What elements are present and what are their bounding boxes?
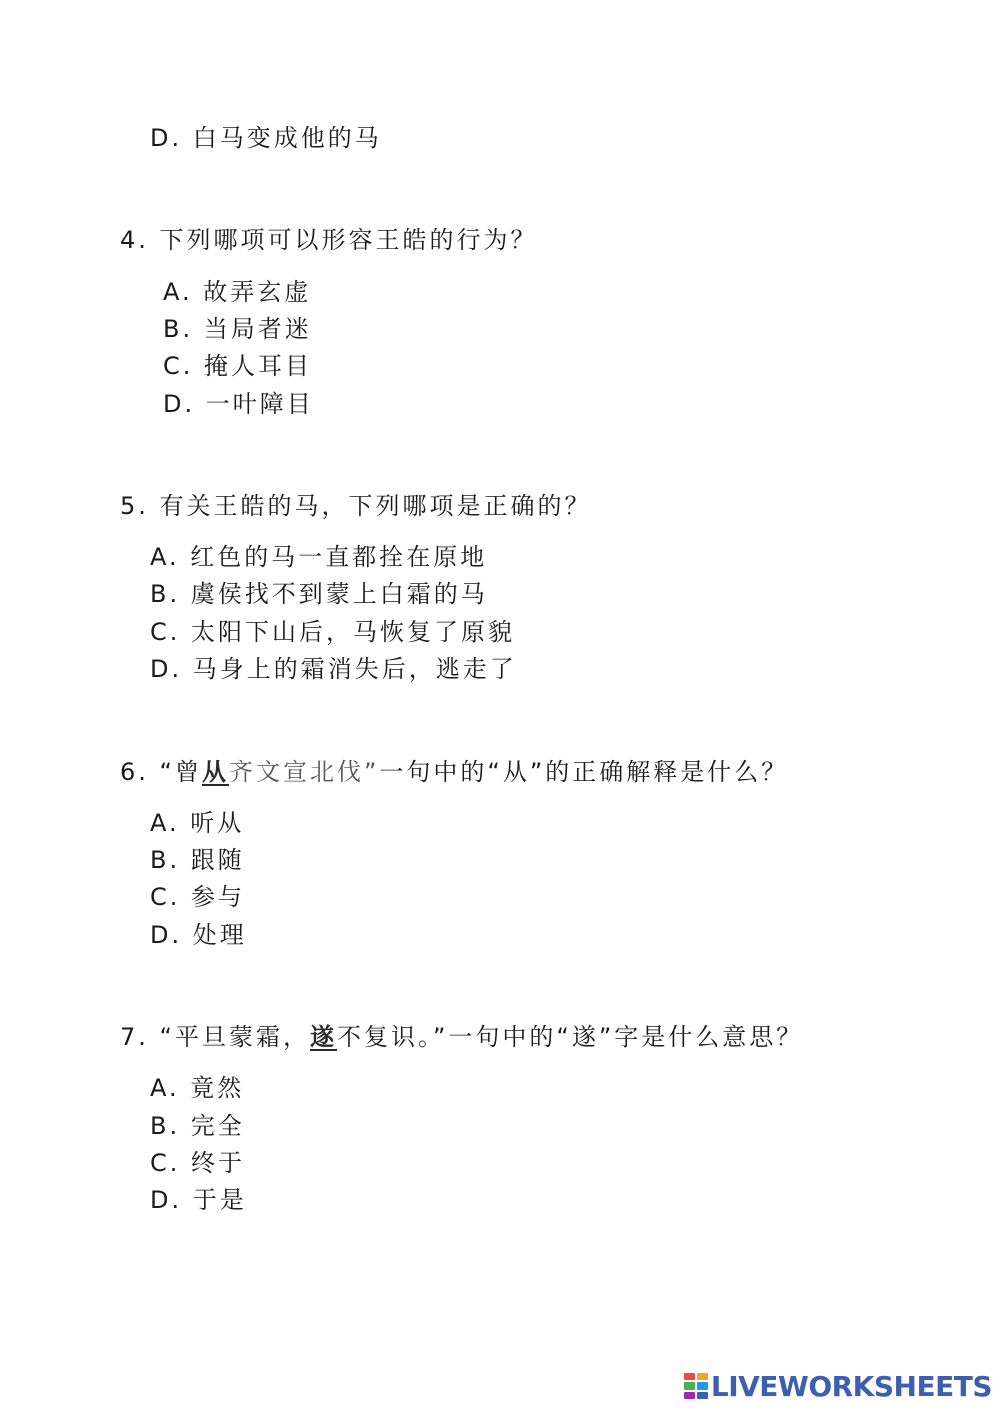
q6-option-d: D. 处理	[150, 921, 247, 949]
q4-option-a: A. 故弄玄虚	[163, 278, 312, 306]
q4-stem: 4. 下列哪项可以形容王皓的行为？	[120, 226, 538, 254]
q6-stem-rest: 一句中的“从”的正确解释是什么？	[379, 758, 789, 786]
logo-grid-icon	[684, 1373, 708, 1399]
q5-option-d: D. 马身上的霜消失后，逃走了	[150, 655, 517, 683]
logo-square	[684, 1382, 695, 1389]
q6-option-b: B. 跟随	[150, 846, 245, 874]
logo-square	[697, 1373, 708, 1380]
q3-option-d: D. 白马变成他的马	[150, 124, 382, 152]
logo-square	[684, 1392, 695, 1399]
q4-option-c: C. 掩人耳目	[163, 352, 313, 380]
q6-underlined-char: 从	[201, 758, 229, 786]
q7-option-a: A. 竟然	[150, 1074, 245, 1102]
q7-stem	[120, 1021, 803, 1053]
q7-option-c: C. 终于	[150, 1149, 246, 1177]
q7-underlined-char: 遂	[309, 1023, 337, 1051]
q7-stem-prefix: 7. “平旦蒙霜，	[120, 1023, 310, 1051]
q7-stem-rest: 不复识。”一句中的“遂”字是什么意思？	[336, 1023, 804, 1051]
logo-square	[684, 1373, 695, 1380]
logo-square	[697, 1382, 708, 1389]
q7-option-b: B. 完全	[150, 1112, 245, 1140]
q5-option-c: C. 太阳下山后，马恢复了原貌	[150, 618, 516, 646]
q6-option-a: A. 听从	[150, 809, 245, 837]
q6-option-c: C. 参与	[150, 883, 246, 911]
q4-option-b: B. 当局者迷	[163, 315, 312, 343]
q6-stem-quote: 齐文宣北伐”	[228, 758, 380, 786]
liveworksheets-logo[interactable]	[684, 1369, 992, 1403]
logo-square	[697, 1392, 708, 1399]
q6-stem	[120, 756, 788, 788]
q5-stem: 5. 有关王皓的马，下列哪项是正确的？	[120, 492, 592, 520]
q6-stem-prefix: 6. “曾	[120, 758, 202, 786]
logo-text: LIVEWORKSHEETS	[710, 1369, 992, 1403]
q4-option-d: D. 一叶障目	[163, 390, 314, 418]
q7-option-d: D. 于是	[150, 1186, 247, 1214]
q5-option-a: A. 红色的马一直都拴在原地	[150, 543, 488, 571]
q5-option-b: B. 虞侯找不到蒙上白霜的马	[150, 580, 488, 608]
